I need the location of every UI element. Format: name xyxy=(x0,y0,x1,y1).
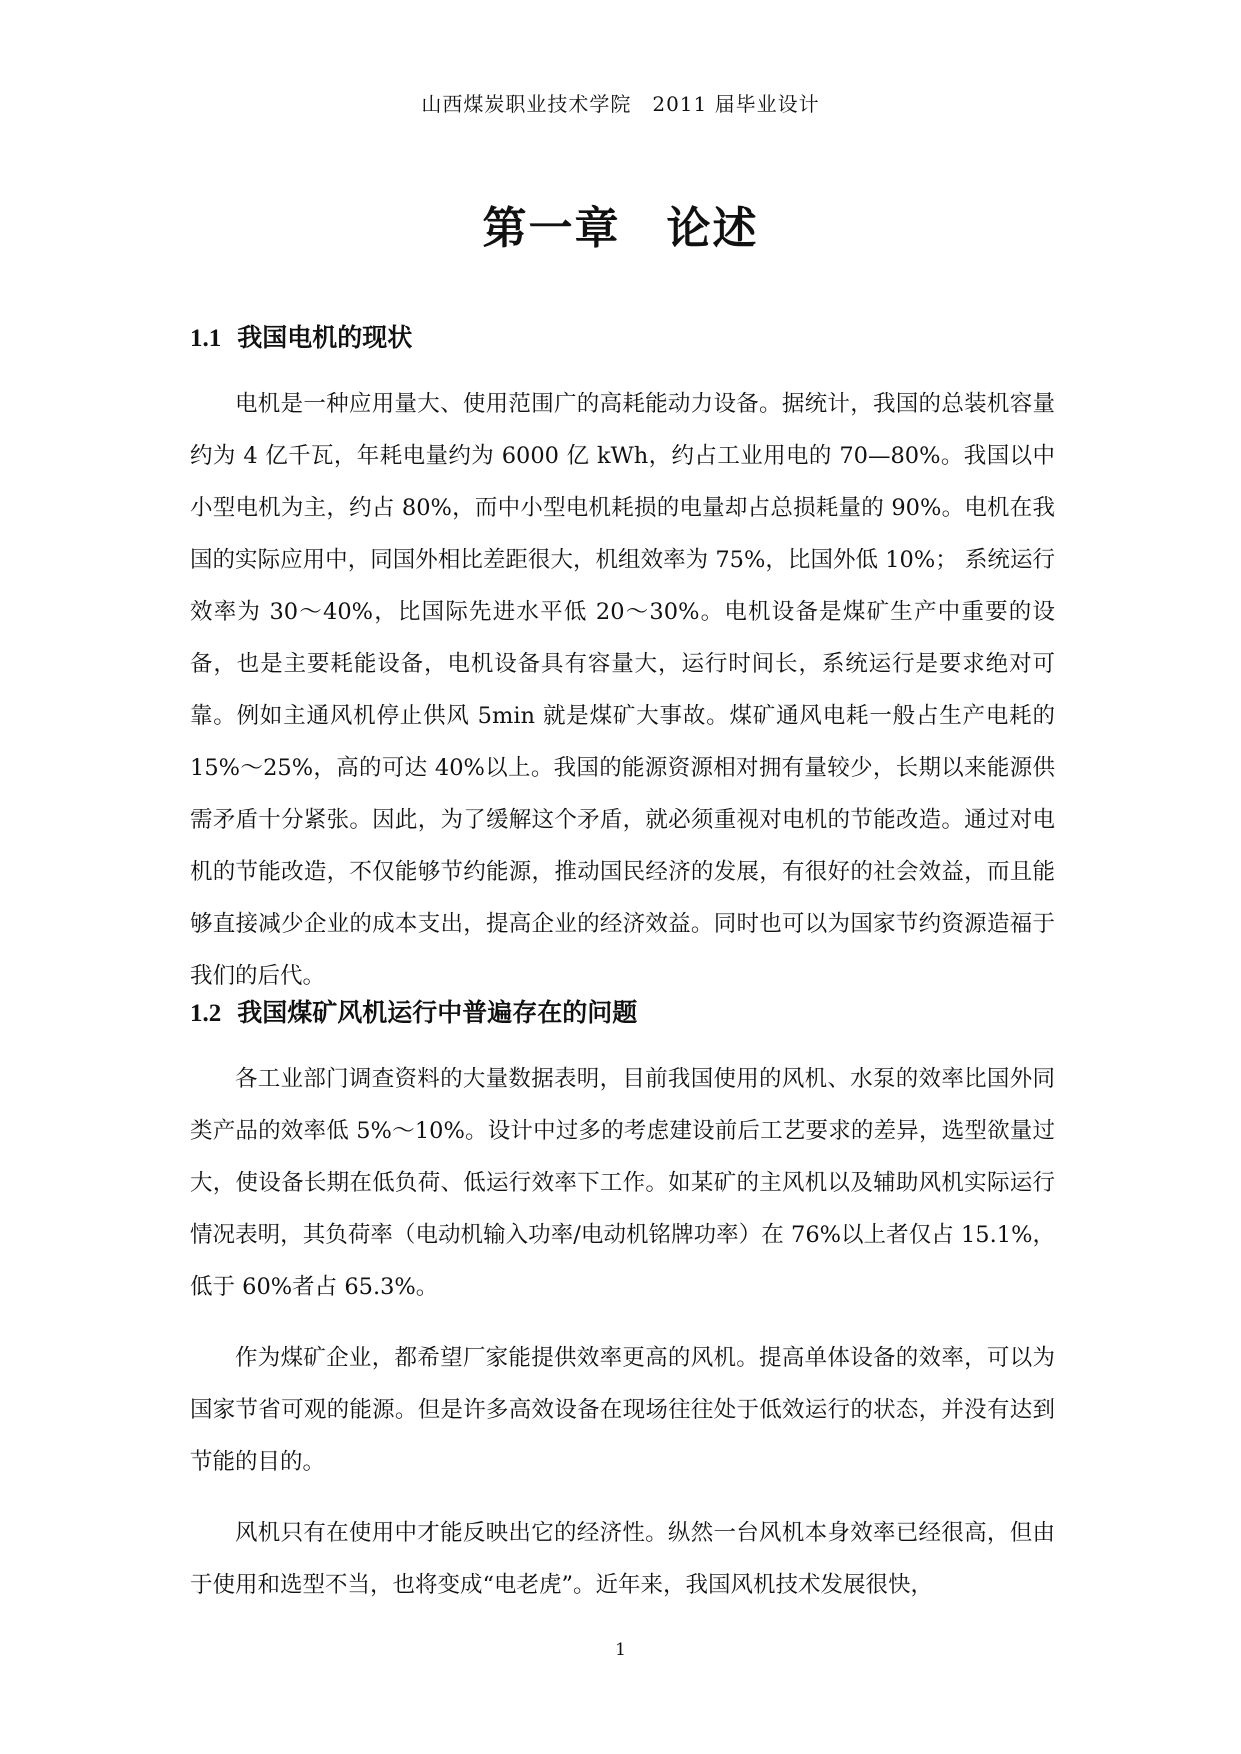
paragraph: 作为煤矿企业，都希望厂家能提供效率更高的风机。提高单体设备的效率，可以为国家节省可观的能源。但是许多高效设备在现场往往处于低效运行的状态，并没有达到节能的目的。 xyxy=(190,1345,1055,1475)
section-title: 我国电机的现状 xyxy=(237,323,413,352)
section-number: 1.2 xyxy=(190,1000,222,1027)
section-heading-1-1 xyxy=(190,318,412,354)
paragraph: 各工业部门调查资料的大量数据表明，目前我国使用的风机、水泵的效率比国外同类产品的效率低 5%～10%。设计中过多的考虑建设前后工艺要求的差异，选型欲量过大，使设备长期在低负荷、低运行效率下工作。如某矿的主风机以及辅助风机实际运行情况表明，其负荷率（电动机输入功率/电动机铭牌功率）在 76%以上者仅占 15.1%，低于 60%者占 65.3%。 xyxy=(190,1066,1055,1300)
paragraph: 风机只有在使用中才能反映出它的经济性。纵然一台风机本身效率已经很高，但由于使用和选型不当，也将变成“电老虎”。近年来，我国风机技术发展很快， xyxy=(190,1520,1055,1598)
paragraph: 电机是一种应用量大、使用范围广的高耗能动力设备。据统计，我国的总装机容量约为 4 亿千瓦，年耗电量约为 6000 亿 kWh，约占工业用电的 70—80%。我国以中小型电机为主，约占 80%，而中小型电机耗损的电量却占总损耗量的 90%。电机在我国的实际应用中，同国外相比差距很大，机组效率为 75%，比国外低 10%； 系统运行效率为 30～40%，比国际先进水平低 20～30%。电机设备是煤矿生产中重要的设备，也是主要耗能设备，电机设备具有容量大，运行时间长，系统运行是要求绝对可靠。例如主通风机停止供风 5min 就是煤矿大事故。煤矿通风电耗一般占生产电耗的 15%～25%，高的可达 40%以上。我国的能源资源相对拥有量较少，长期以来能源供需矛盾十分紧张。因此，为了缓解这个矛盾，就必须重视对电机的节能改造。通过对电机的节能改造，不仅能够节约能源，推动国民经济的发展，有很好的社会效益，而且能够直接减少企业的成本支出，提高企业的经济效益。同时也可以为国家节约资源造福于我们的后代。 xyxy=(190,391,1055,989)
running-header: 山西煤炭职业技术学院 2011 届毕业设计 xyxy=(421,92,820,116)
chapter-title: 第一章 论述 xyxy=(482,203,759,254)
section-number: 1.1 xyxy=(190,325,222,352)
page-number: 1 xyxy=(615,1640,626,1660)
section-heading-1-2 xyxy=(190,993,637,1029)
section-title: 我国煤矿风机运行中普遍存在的问题 xyxy=(237,998,638,1027)
